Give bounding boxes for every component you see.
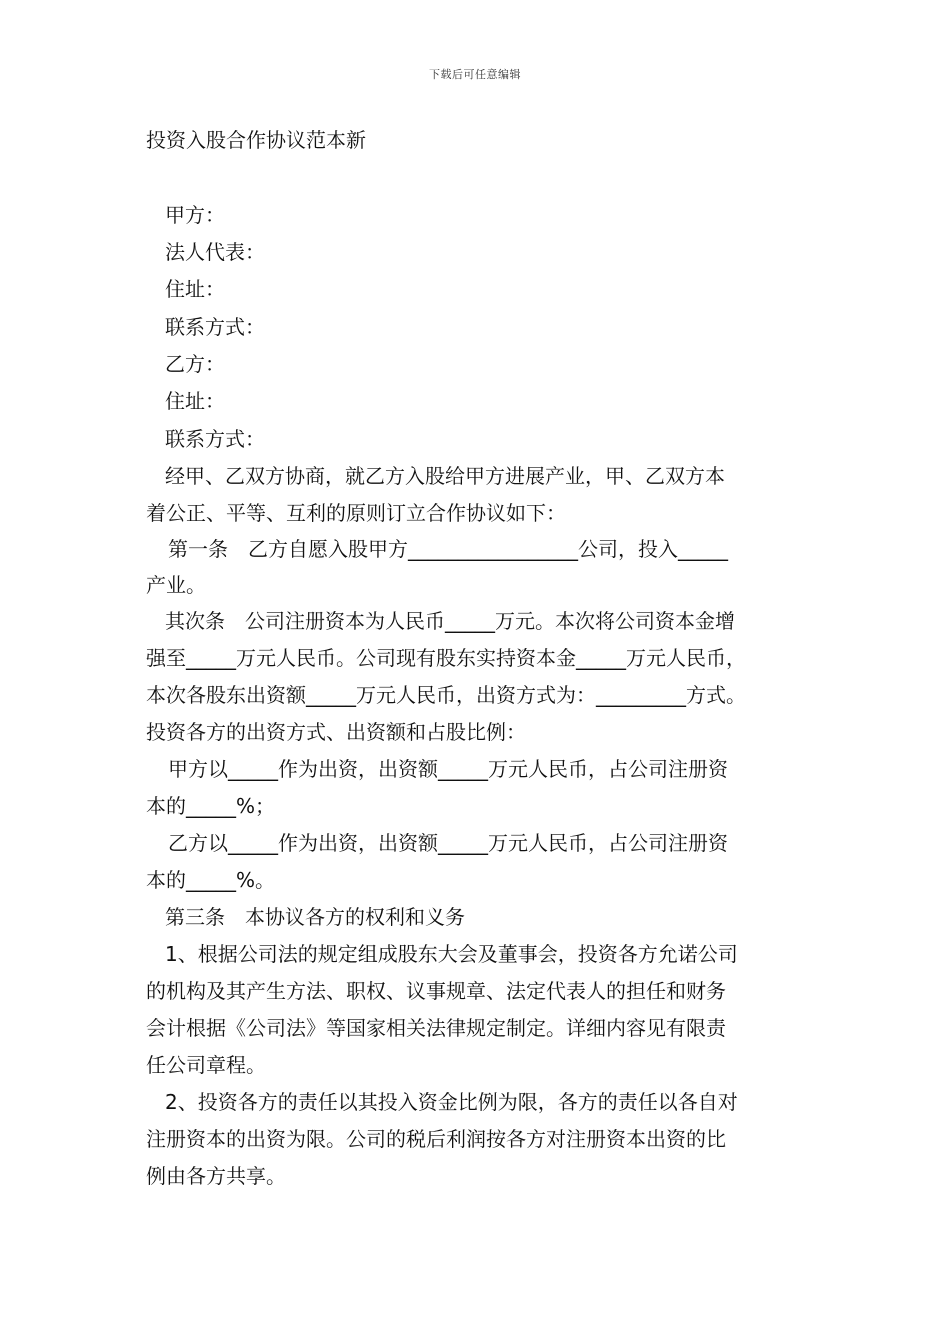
- article3-item2-line-1: 2、投资各方的责任以其投入资金比例为限，各方的责任以各自对: [165, 1090, 738, 1114]
- article3-item2-line-3: 例由各方共享。: [146, 1164, 286, 1188]
- party-a-label: 甲方：: [165, 203, 225, 227]
- party-b-label: 乙方：: [165, 352, 225, 376]
- address-label-a: 住址：: [165, 277, 225, 301]
- party-a-contribution-line-1: 甲方以_____作为出资，出资额_____万元人民币，占公司注册资: [168, 757, 728, 781]
- party-b-contribution-line-2: 本的_____%。: [146, 868, 276, 892]
- address-label-b: 住址：: [165, 389, 225, 413]
- article2-line-1: 其次条 公司注册资本为人民币_____万元。本次将公司资本金增: [165, 609, 735, 633]
- article3-item2-line-2: 注册资本的出资为限。公司的税后利润按各方对注册资本出资的比: [146, 1127, 726, 1151]
- article2-line-4: 投资各方的出资方式、出资额和占股比例：: [146, 720, 526, 744]
- article3-item1-line-1: 1、根据公司法的规定组成股东大会及董事会，投资各方允诺公司: [165, 942, 738, 966]
- contact-label-b: 联系方式：: [165, 427, 265, 451]
- party-a-contribution-line-2: 本的_____%；: [146, 794, 276, 818]
- contact-label-a: 联系方式：: [165, 315, 265, 339]
- article1-line-1: 第一条 乙方自愿入股甲方_________________公司，投入_____: [168, 537, 728, 561]
- article3-heading: 第三条 本协议各方的权利和义务: [165, 905, 465, 929]
- intro-line-1: 经甲、乙双方协商，就乙方入股给甲方进展产业，甲、乙双方本: [165, 464, 725, 488]
- legal-rep-label: 法人代表：: [165, 240, 265, 264]
- article3-item1-line-2: 的机构及其产生方法、职权、议事规章、法定代表人的担任和财务: [146, 979, 726, 1003]
- article3-item1-line-3: 会计根据《公司法》等国家相关法律规定制定。详细内容见有限责: [146, 1016, 726, 1040]
- document-title: 投资入股合作协议范本新: [146, 128, 366, 152]
- article2-line-2: 强至_____万元人民币。公司现有股东实持资本金_____万元人民币，: [146, 646, 746, 670]
- article3-item1-line-4: 任公司章程。: [146, 1053, 266, 1077]
- intro-line-2: 着公正、平等、互利的原则订立合作协议如下：: [146, 501, 566, 525]
- download-note: 下载后可任意编辑: [429, 68, 521, 81]
- article1-line-2: 产业。: [146, 573, 206, 597]
- article2-line-3: 本次各股东出资额_____万元人民币，出资方式为：_________方式。: [146, 683, 746, 707]
- party-b-contribution-line-1: 乙方以_____作为出资，出资额_____万元人民币，占公司注册资: [168, 831, 728, 855]
